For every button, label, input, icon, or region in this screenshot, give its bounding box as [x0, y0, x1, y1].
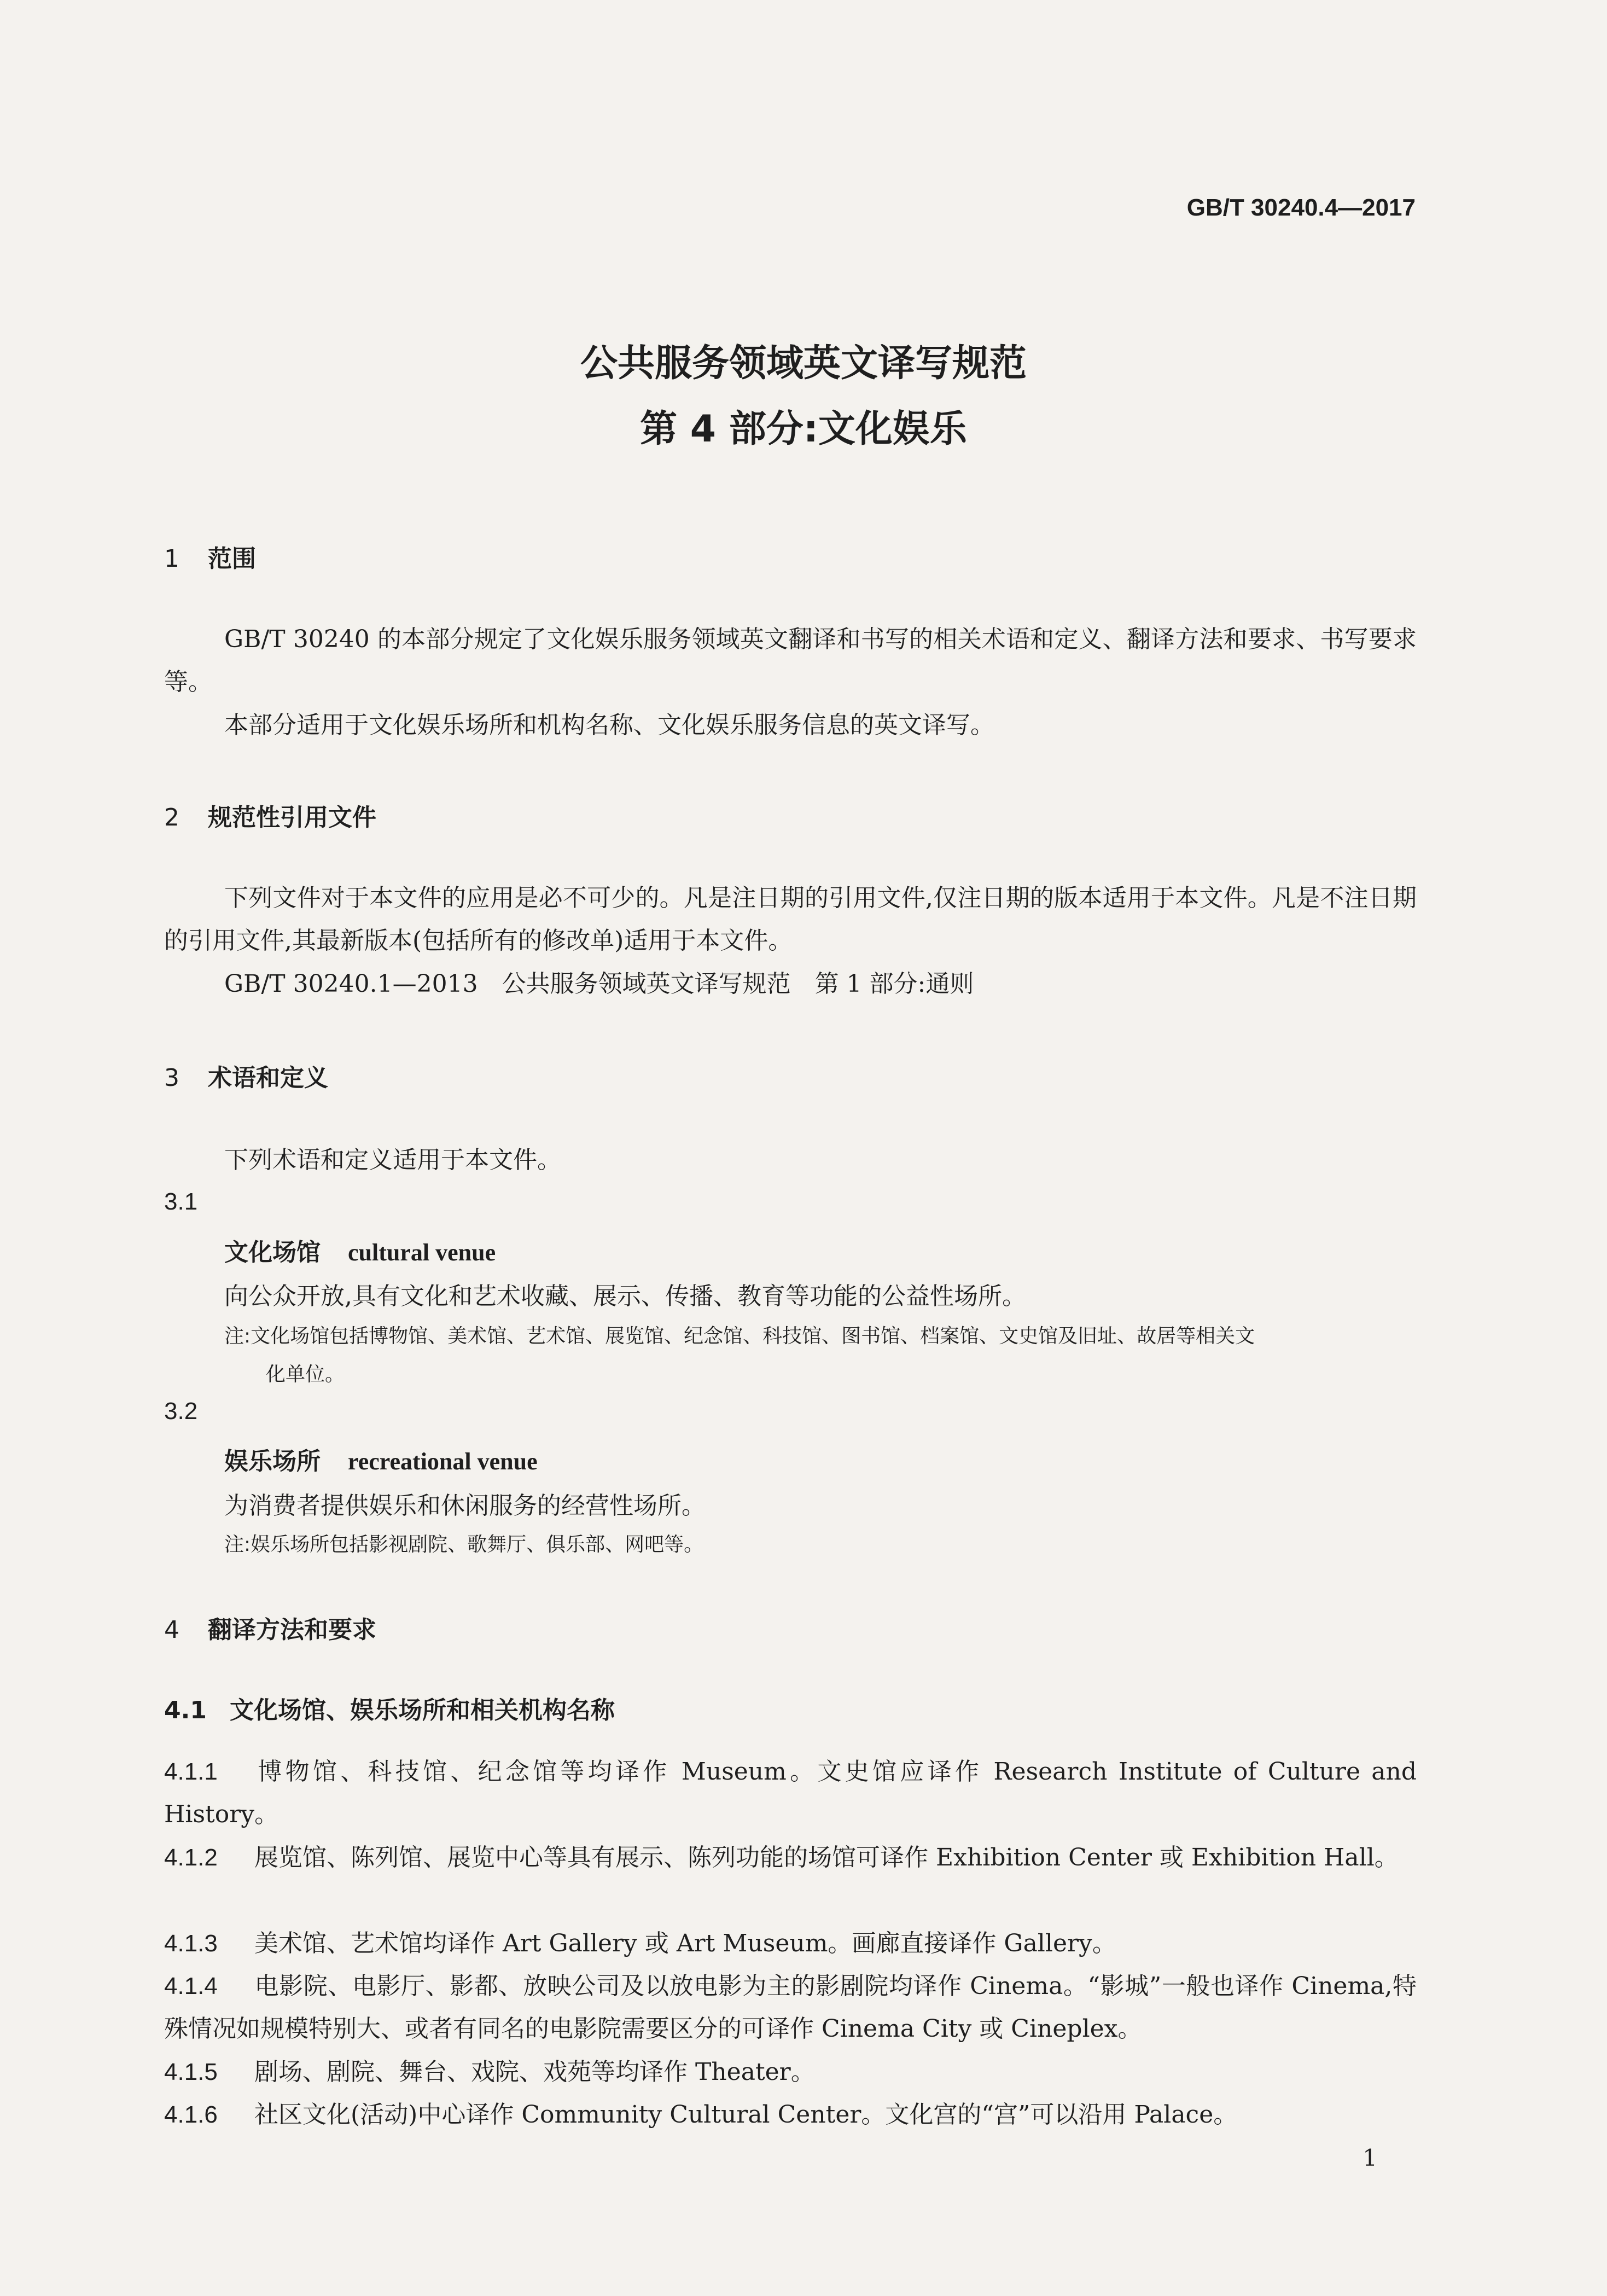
section-title: 术语和定义 — [208, 1064, 328, 1092]
term-entry — [224, 1233, 496, 1268]
document-title-line1: 公共服务领域英文译写规范 — [580, 342, 1027, 385]
section-1-paragraph-1: GB/T 30240 的本部分规定了文化娱乐服务领域英文翻译和书写的相关术语和定义、翻译方法和要求、书写要求等。 — [164, 625, 1417, 696]
term-definition: 为消费者提供娱乐和休闲服务的经营性场所。 — [224, 1492, 706, 1520]
page-number: 1 — [1363, 2144, 1377, 2171]
clause-number: 4.1.4 — [164, 1973, 218, 1999]
clause-number: 4.1.5 — [164, 2059, 218, 2085]
subsection-4-1-heading — [164, 1690, 615, 1725]
section-number: 1 — [164, 545, 179, 573]
section-2-paragraph-1: 下列文件对于本文件的应用是必不可少的。凡是注日期的引用文件,仅注日期的版本适用于本文件。凡是不注日期的引用文件,其最新版本(包括所有的修改单)适用于本文件。 — [164, 884, 1417, 955]
clause-item — [164, 1836, 1417, 1879]
document-title-line2: 第 4 部分:文化娱乐 — [640, 408, 967, 451]
term-number: 3.2 — [164, 1398, 198, 1425]
section-number: 4 — [164, 1616, 179, 1644]
term-chinese: 文化场馆 — [224, 1239, 321, 1266]
clause-number: 4.1.3 — [164, 1930, 218, 1957]
subsection-title: 文化场馆、娱乐场所和相关机构名称 — [230, 1696, 615, 1724]
clause-text: 社区文化(活动)中心译作 Community Cultural Center。文化宫的“宫”可以沿用 Palace。 — [254, 2101, 1238, 2129]
clause-number: 4.1.2 — [164, 1844, 218, 1871]
clause-item — [164, 2094, 1417, 2136]
section-2-heading — [164, 798, 376, 833]
section-number: 3 — [164, 1064, 179, 1092]
subsection-number: 4.1 — [164, 1696, 207, 1724]
clause-text: 展览馆、陈列馆、展览中心等具有展示、陈列功能的场馆可译作 Exhibition Center 或 Exhibition Hall。 — [254, 1844, 1399, 1871]
term-note-continued: 化单位。 — [266, 1363, 345, 1386]
term-number: 3.1 — [164, 1188, 198, 1215]
clause-number: 4.1.6 — [164, 2101, 218, 2128]
section-4-heading — [164, 1610, 376, 1645]
section-1-paragraph-2: 本部分适用于文化娱乐场所和机构名称、文化娱乐服务信息的英文译写。 — [224, 711, 994, 739]
term-entry — [224, 1441, 538, 1477]
section-title: 规范性引用文件 — [208, 804, 376, 832]
clause-text: 博物馆、科技馆、纪念馆等均译作 Museum。文史馆应译作 Research Institute of Culture and History。 — [164, 1758, 1417, 1828]
normative-reference: GB/T 30240.1—2013 公共服务领域英文译写规范 第 1 部分:通则 — [224, 970, 974, 998]
section-number: 2 — [164, 804, 179, 832]
term-note: 注:文化场馆包括博物馆、美术馆、艺术馆、展览馆、纪念馆、科技馆、图书馆、档案馆、文史馆及旧址、故居等相关文 — [224, 1325, 1255, 1347]
clause-item — [164, 1965, 1417, 2050]
section-3-heading — [164, 1058, 328, 1093]
term-definition: 向公众开放,具有文化和艺术收藏、展示、传播、教育等功能的公益性场所。 — [224, 1282, 1026, 1310]
clause-item — [164, 1751, 1417, 1836]
term-english: recreational venue — [348, 1448, 538, 1475]
clause-text: 美术馆、艺术馆均译作 Art Gallery 或 Art Museum。画廊直接译作 Gallery。 — [254, 1929, 1116, 1957]
clause-number: 4.1.1 — [164, 1758, 218, 1785]
term-chinese: 娱乐场所 — [224, 1448, 321, 1475]
term-note: 注:娱乐场所包括影视剧院、歌舞厅、俱乐部、网吧等。 — [224, 1533, 704, 1556]
clause-item — [164, 2051, 1417, 2094]
clause-item — [164, 1922, 1417, 1965]
terms-intro: 下列术语和定义适用于本文件。 — [224, 1146, 561, 1174]
clause-text: 剧场、剧院、舞台、戏院、戏苑等均译作 Theater。 — [254, 2058, 815, 2086]
section-1-heading — [164, 539, 256, 574]
section-title: 翻译方法和要求 — [208, 1616, 376, 1644]
section-title: 范围 — [208, 545, 256, 573]
clause-text: 电影院、电影厅、影都、放映公司及以放电影为主的影剧院均译作 Cinema。“影城”一般也译作 Cinema,特殊情况如规模特别大、或者有同名的电影院需要区分的可译作 Cinema City 或 Cineplex。 — [164, 1972, 1417, 2043]
standard-code: GB/T 30240.4—2017 — [1186, 194, 1416, 221]
term-english: cultural venue — [348, 1239, 496, 1266]
